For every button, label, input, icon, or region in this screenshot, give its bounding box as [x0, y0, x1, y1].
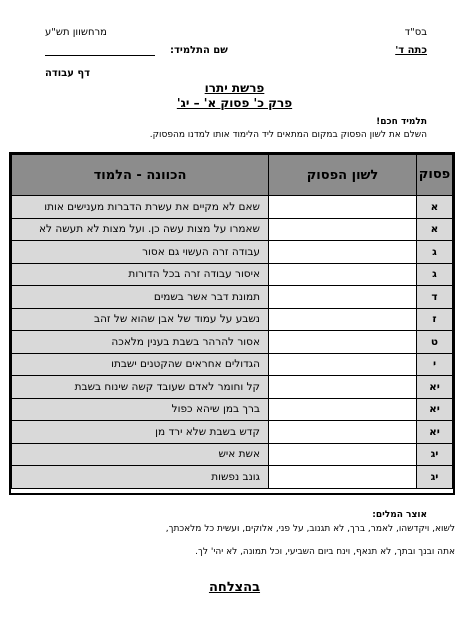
page-title: פרשת יתרו — [204, 81, 265, 95]
verse-text-blank[interactable] — [269, 466, 417, 489]
table-row — [12, 286, 453, 309]
meaning-text: קל וחומר לאדם שעובד קשה שינוח בשבת — [12, 376, 269, 399]
success-footer: בהצלחה — [208, 580, 261, 595]
table-row — [12, 376, 453, 399]
meaning-text: גונב נפשות — [12, 466, 269, 489]
meaning-text: ברך במן שיהא כפול — [12, 398, 269, 421]
table-row — [12, 421, 453, 444]
grade-label: כתה ד' — [395, 45, 427, 56]
verse-text-blank[interactable] — [269, 421, 417, 444]
table-row — [12, 196, 453, 219]
meaning-text: הגדולים אחראים שהקטנים ישבתו — [12, 353, 269, 376]
verse-text-blank[interactable] — [269, 286, 417, 309]
header-verse-number: פסוק — [417, 155, 453, 196]
meaning-text: נשבע על עמוד של אבן שהוא של זהב — [12, 308, 269, 331]
greeting: תלמיד חכם! — [376, 117, 427, 127]
table-row — [12, 331, 453, 354]
student-name-line[interactable] — [45, 55, 155, 56]
verse-text-blank[interactable] — [269, 218, 417, 241]
verse-number: ג — [417, 241, 453, 264]
vocab-line-2: אתה ובנך ובתך, לא תנאף, וינח ביום השביעי, וכל תמונה, לא יהי' לך. — [195, 547, 455, 557]
header-verse-text: לשון הפסוק — [269, 155, 417, 196]
verse-number: יג — [417, 466, 453, 489]
verse-text-blank[interactable] — [269, 331, 417, 354]
bsd-header: בס"ד — [404, 27, 427, 38]
verse-number: ז — [417, 308, 453, 331]
table-row — [12, 218, 453, 241]
table-row — [12, 443, 453, 466]
verse-text-blank[interactable] — [269, 443, 417, 466]
verse-number: י — [417, 353, 453, 376]
meaning-text: איסור עבודה זרה בכל הדורות — [12, 263, 269, 286]
meaning-text: קדש בשבת שלא ירד מן — [12, 421, 269, 444]
verse-number: א — [417, 218, 453, 241]
vocab-label: אוצר המלים: — [372, 510, 427, 520]
verse-text-blank[interactable] — [269, 196, 417, 219]
verse-number: יג — [417, 443, 453, 466]
meaning-text: אסור להרהר בשבת בענין מלאכה — [12, 331, 269, 354]
verse-text-blank[interactable] — [269, 376, 417, 399]
meaning-text: אשת איש — [12, 443, 269, 466]
verse-text-blank[interactable] — [269, 263, 417, 286]
verse-number: יא — [417, 398, 453, 421]
verse-text-blank[interactable] — [269, 353, 417, 376]
vocab-line-1: לשוא, ויקדשהו, לאמר, ברך, לא תגנוב, על פני, אלוקים, ועשית כל מלאכתך, — [165, 524, 455, 534]
meaning-text: שאמרו על מצות עשה כן. ועל מצות לא תעשה לא — [12, 218, 269, 241]
meaning-text: עבודה זרה העשוי גם אסור — [12, 241, 269, 264]
table-row — [12, 398, 453, 421]
header-meaning: הכוונה - הלמוד — [12, 155, 269, 196]
meaning-text: שאם לא מקיים את עשרת הדברות מענישים אותו — [12, 196, 269, 219]
verse-number: ג — [417, 263, 453, 286]
table-row — [12, 466, 453, 489]
table-row — [12, 263, 453, 286]
verse-text-blank[interactable] — [269, 398, 417, 421]
table-row — [12, 308, 453, 331]
verse-number: ט — [417, 331, 453, 354]
page-subtitle: פרק כ' פסוק א' – יג' — [176, 96, 293, 110]
meaning-text: תמונת דבר אשר בשמים — [12, 286, 269, 309]
table-row — [12, 353, 453, 376]
table-row — [12, 241, 453, 264]
worksheet-label: דף עבודה — [45, 68, 91, 79]
student-name-label: שם התלמיד: — [170, 45, 228, 56]
date-header: מרחשוון תש"ע — [45, 27, 107, 38]
instructions: השלם את לשון הפסוק במקום המתאים ליד הלימוד אותו למדנו מהפסוק. — [149, 130, 427, 140]
verse-number: א — [417, 196, 453, 219]
verse-number: ד — [417, 286, 453, 309]
verse-number: יא — [417, 376, 453, 399]
verse-text-blank[interactable] — [269, 308, 417, 331]
verse-text-blank[interactable] — [269, 241, 417, 264]
verse-table — [9, 152, 455, 495]
verse-number: יא — [417, 421, 453, 444]
